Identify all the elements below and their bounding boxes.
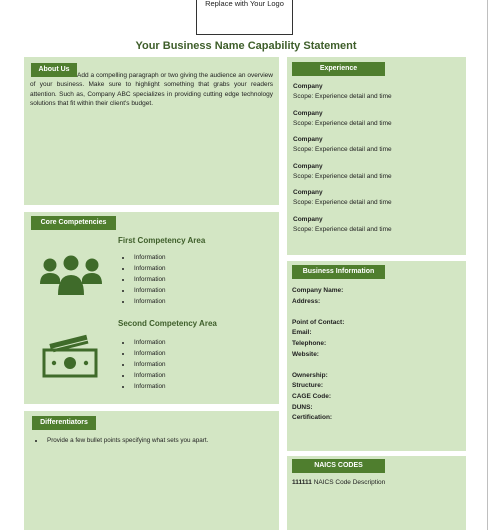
business-info-header: Business Information [292, 265, 385, 279]
experience-company: Company [293, 216, 323, 223]
competency-area-1-title: First Competency Area [118, 236, 206, 245]
naics-header: NAICS CODES [292, 459, 385, 473]
naics-description: NAICS Code Description [311, 479, 386, 486]
business-info-line: Address: [292, 297, 321, 305]
list-item: • Information [132, 348, 166, 359]
money-stack-icon [40, 334, 100, 380]
business-info-line: Ownership: [292, 371, 328, 379]
business-info-line: DUNS: [292, 403, 313, 411]
business-info-line: Email: [292, 329, 312, 337]
business-info-line: Certification: [292, 414, 333, 422]
experience-scope: Scope: Experience detail and time [293, 120, 392, 127]
experience-scope: Scope: Experience detail and time [293, 146, 392, 153]
experience-item [293, 135, 392, 155]
competency-area-2-list [118, 337, 166, 392]
logo-placeholder: Replace with Your Logo [196, 0, 293, 35]
differentiators-list [31, 435, 208, 446]
competency-area-1-list [118, 252, 166, 307]
competencies-header: Core Competencies [31, 216, 116, 230]
list-item: • Information [132, 263, 166, 274]
about-paragraph: Add a compelling paragraph or two giving the audience an overview of your business. Make sure to highlight something that grabs your readers attention. Such as, Company ABC specializes in providing cutting edge technology solutions that fit within their client's budget. [30, 72, 273, 108]
business-info-line: Telephone: [292, 339, 327, 347]
business-info-line: Point of Contact: [292, 318, 345, 326]
differentiators-panel [24, 411, 279, 530]
experience-company: Company [293, 110, 323, 117]
experience-panel [287, 57, 466, 255]
list-item: • Information [132, 285, 166, 296]
competency-area-2-title: Second Competency Area [118, 319, 217, 328]
list-item: • Information [132, 381, 166, 392]
list-item: • Information [132, 296, 166, 307]
experience-item [293, 188, 392, 208]
list-item: • Information [132, 274, 166, 285]
about-text [30, 71, 273, 109]
about-header: About Us [31, 63, 77, 77]
experience-scope: Scope: Experience detail and time [293, 226, 392, 233]
about-panel [24, 57, 279, 205]
list-item: • Information [132, 359, 166, 370]
business-info-line: Website: [292, 350, 319, 358]
experience-company: Company [293, 189, 323, 196]
business-info-line: Company Name: [292, 287, 344, 294]
page-title: Your Business Name Capability Statement [135, 40, 357, 52]
competencies-panel [24, 212, 279, 404]
experience-item [293, 109, 392, 129]
page-edge-line [487, 0, 488, 530]
naics-line [292, 479, 385, 486]
experience-scope: Scope: Experience detail and time [293, 173, 392, 180]
business-info-spacer [292, 307, 344, 318]
business-info-panel [287, 261, 466, 451]
experience-item [293, 215, 392, 235]
experience-company: Company [293, 163, 323, 170]
list-item: • Provide a few bullet points specifying what sets you apart. [45, 435, 208, 446]
naics-code: 111111 [292, 479, 312, 486]
list-item: • Information [132, 252, 166, 263]
experience-scope: Scope: Experience detail and time [293, 93, 392, 100]
people-group-icon [39, 254, 103, 296]
business-info-line: Structure: [292, 382, 324, 390]
experience-header: Experience [292, 62, 385, 76]
business-info-line: CAGE Code: [292, 392, 331, 400]
business-info-spacer [292, 360, 344, 371]
experience-company: Company [293, 83, 323, 90]
experience-item [293, 162, 392, 182]
differentiators-header: Differentiators [32, 416, 96, 430]
experience-scope: Scope: Experience detail and time [293, 199, 392, 206]
business-info-lines [292, 286, 344, 424]
list-item: • Information [132, 370, 166, 381]
list-item: • Information [132, 337, 166, 348]
naics-panel [287, 456, 466, 530]
experience-company: Company [293, 136, 323, 143]
experience-item [293, 82, 392, 102]
